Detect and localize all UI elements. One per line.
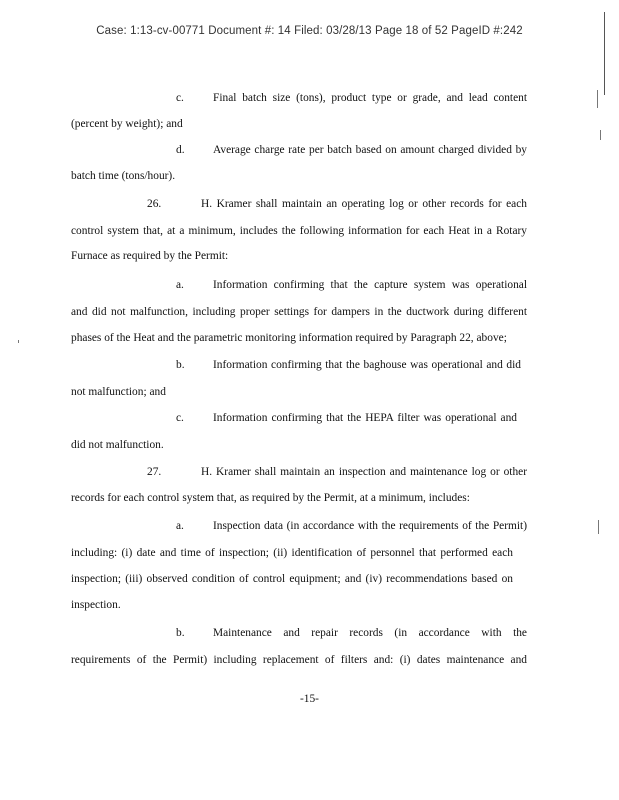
margin-line (604, 12, 605, 95)
item-text-line: phases of the Heat and the parametric monitoring information required by Paragraph 22, above; (71, 332, 507, 344)
item-text-line: did not malfunction. (71, 439, 164, 451)
paragraph-number: 26. (147, 198, 162, 210)
item-text-line: not malfunction; and (71, 386, 166, 398)
paragraph-text-line: records for each control system that, as required by the Permit, at a minimum, includes: (71, 492, 470, 504)
margin-speck (600, 130, 601, 140)
item-text-line: Maintenance and repair records (in accordance with the (213, 627, 527, 639)
item-text-line: Information confirming that the capture system was operational (213, 279, 527, 291)
item-text-line: requirements of the Permit) including replacement of filters and: (i) dates maintenance and (71, 654, 527, 666)
margin-speck (597, 90, 598, 108)
paragraph-text-line: H. Kramer shall maintain an operating log or other records for each (201, 198, 527, 210)
item-text-line: Inspection data (in accordance with the requirements of the Permit) (213, 520, 527, 532)
margin-speck (18, 340, 19, 343)
item-label: d. (176, 144, 185, 156)
case-header: Case: 1:13-cv-00771 Document #: 14 Filed: 03/28/13 Page 18 of 52 PageID #:242 (96, 25, 523, 37)
item-text-line: Final batch size (tons), product type or grade, and lead content (213, 92, 527, 104)
item-label: c. (176, 412, 184, 424)
paragraph-text-line: control system that, at a minimum, includes the following information for each Heat in a Rotary (71, 225, 527, 237)
item-text-line: inspection; (iii) observed condition of control equipment; and (iv) recommendations based on (71, 573, 513, 585)
item-text-line: inspection. (71, 599, 121, 611)
item-text-line: (percent by weight); and (71, 118, 183, 130)
item-text-line: including: (i) date and time of inspection; (ii) identification of personnel that performed each (71, 547, 513, 559)
item-text-line: Average charge rate per batch based on amount charged divided by (213, 144, 527, 156)
item-label: c. (176, 92, 184, 104)
paragraph-text-line: H. Kramer shall maintain an inspection and maintenance log or other (201, 466, 527, 478)
item-text-line: Information confirming that the HEPA filter was operational and (213, 412, 517, 424)
item-label: a. (176, 279, 184, 291)
item-label: b. (176, 627, 185, 639)
item-label: a. (176, 520, 184, 532)
page-number: -15- (300, 693, 319, 705)
item-text-line: Information confirming that the baghouse was operational and did (213, 359, 521, 371)
item-text-line: and did not malfunction, including proper settings for dampers in the ductwork during different (71, 306, 527, 318)
item-text-line: batch time (tons/hour). (71, 170, 176, 182)
item-label: b. (176, 359, 185, 371)
margin-speck (598, 520, 599, 534)
paragraph-text-line: Furnace as required by the Permit: (71, 250, 229, 262)
paragraph-number: 27. (147, 466, 162, 478)
